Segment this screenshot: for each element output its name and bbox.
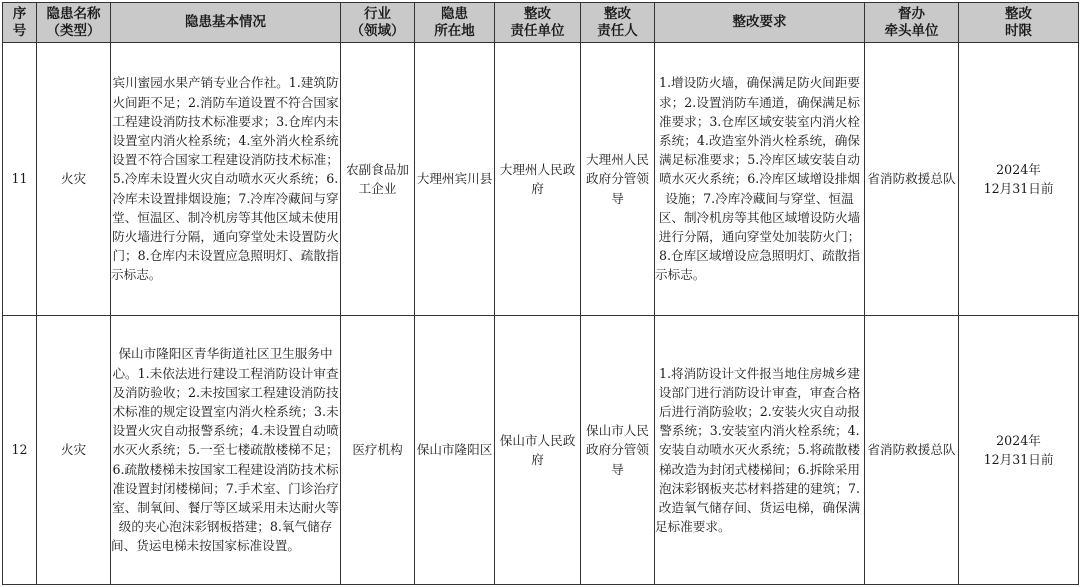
header-situation: 隐患基本情况 bbox=[111, 3, 341, 43]
cell-location: 保山市隆阳区 bbox=[415, 316, 495, 585]
cell-responsible-unit: 保山市人民政府 bbox=[495, 316, 581, 585]
header-requirements: 整改要求 bbox=[655, 3, 865, 43]
cell-deadline: 2024年 12月31日前 bbox=[959, 43, 1079, 316]
cell-seq: 12 bbox=[3, 316, 37, 585]
header-hazard-name: 隐患名称 （类型） bbox=[37, 3, 111, 43]
header-responsible-unit: 整改 责任单位 bbox=[495, 3, 581, 43]
cell-industry: 医疗机构 bbox=[341, 316, 415, 585]
cell-responsible-unit: 大理州人民政府 bbox=[495, 43, 581, 316]
table-header-row bbox=[3, 3, 1079, 43]
header-deadline: 整改 时限 bbox=[959, 3, 1079, 43]
cell-location: 大理州宾川县 bbox=[415, 43, 495, 316]
cell-type: 火灾 bbox=[37, 316, 111, 585]
cell-responsible-person: 大理州人民政府分管领导 bbox=[581, 43, 655, 316]
header-responsible-person: 整改 责任人 bbox=[581, 3, 655, 43]
cell-seq: 11 bbox=[3, 43, 37, 316]
cell-supervisor: 省消防救援总队 bbox=[865, 316, 959, 585]
header-location: 隐患 所在地 bbox=[415, 3, 495, 43]
table-row bbox=[3, 43, 1079, 316]
table-row bbox=[3, 316, 1079, 585]
cell-deadline: 2024年 12月31日前 bbox=[959, 316, 1079, 585]
hazard-rectification-table bbox=[2, 2, 1079, 585]
cell-supervisor: 省消防救援总队 bbox=[865, 43, 959, 316]
header-supervisor: 督办 牵头单位 bbox=[865, 3, 959, 43]
cell-requirements: 1.增设防火墙，确保满足防火间距要求；2.设置消防车通道，确保满足标准要求；3.仓库区域安装室内消火栓系统；4.改造室外消火栓系统，确保满足标准要求；5.冷库区域安装自动喷水灭火系统；6.冷库区域增设排烟设施；7.冷库冷藏间与穿堂、恒温区、制冷机房等其他区域增设防火墙进行分隔，通向穿堂处加装防火门；8.仓库区域增设应急照明灯、疏散指示标志。 bbox=[655, 43, 865, 316]
header-seq: 序 号 bbox=[3, 3, 37, 43]
header-industry: 行业 （领域） bbox=[341, 3, 415, 43]
cell-requirements: 1.将消防设计文件报当地住房城乡建设部门进行消防设计审查，审查合格后进行消防验收；2.安装火灾自动报警系统；3.安装室内消火栓系统；4.安装自动喷水灭火系统；5.将疏散楼梯改造为封闭式楼梯间；6.拆除采用泡沫彩钢板夹芯材料搭建的建筑；7.改造氧气储存间、货运电梯，确保满足标准要求。 bbox=[655, 316, 865, 585]
cell-industry: 农副食品加工企业 bbox=[341, 43, 415, 316]
cell-situation: 宾川蜜园水果产销专业合作社。1.建筑防火间距不足；2.消防车道设置不符合国家工程建设消防技术标准要求；3.仓库内未设置室内消火栓系统；4.室外消火栓系统设置不符合国家工程建设消防技术标准；5.冷库未设置火灾自动喷水灭火系统；6.冷库未设置排烟设施；7.冷库冷藏间与穿堂、恒温区、制冷机房等其他区域未使用防火墙进行分隔，通向穿堂处未设置防火门；8.仓库内未设置应急照明灯、疏散指示标志。 bbox=[111, 43, 341, 316]
cell-type: 火灾 bbox=[37, 43, 111, 316]
cell-situation: 保山市隆阳区青华街道社区卫生服务中心。1.未依法进行建设工程消防设计审查及消防验收；2.未按国家工程建设消防技术标准的规定设置室内消火栓系统；3.未设置火灾自动报警系统；4.未设置自动喷水灭火系统；5.一至七楼疏散楼梯不足；6.疏散楼梯未按国家工程建设消防技术标准设置封闭楼梯间；7.手术室、门诊治疗室、制氧间、餐厅等区域采用未达耐火等级的夹心泡沫彩钢板搭建；8.氧气储存间、货运电梯未按国家标准设置。 bbox=[111, 316, 341, 585]
cell-responsible-person: 保山市人民政府分管领导 bbox=[581, 316, 655, 585]
